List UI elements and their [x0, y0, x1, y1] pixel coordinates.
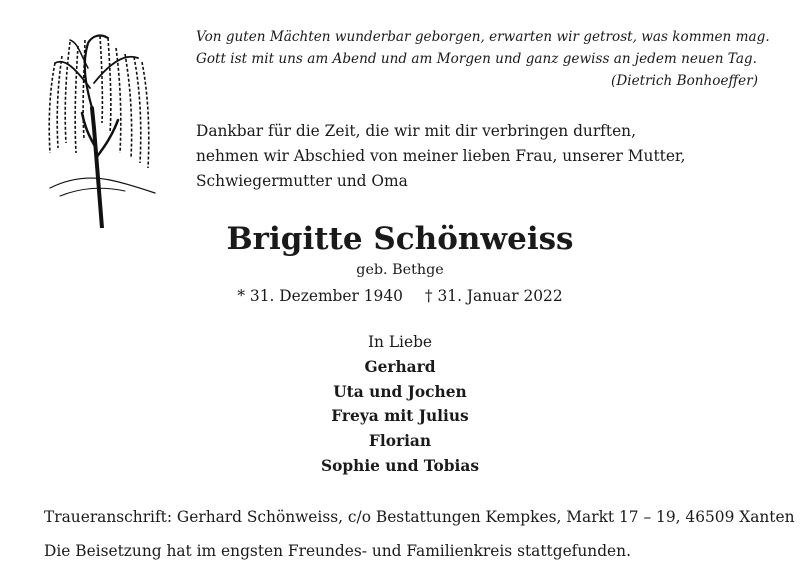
farewell-line-1: Dankbar für die Zeit, die wir mit dir verbringen durften, [196, 122, 636, 140]
mourners-intro: In Liebe [367, 333, 433, 351]
mourning-address: Traueranschrift: Gerhard Schönweiss, c/o Bestattungen Kempkes, Markt 17 – 19, 46509 Xanten [44, 508, 795, 526]
birth-date: * 31. Dezember 1940 [237, 287, 403, 305]
footer [44, 500, 795, 568]
mourner-name: Sophie und Tobias [320, 456, 480, 475]
mourner-name: Florian [368, 432, 432, 451]
farewell-line-2: nehmen wir Abschied von meiner lieben Frau, unserer Mutter, [196, 147, 686, 165]
mourners-list [0, 330, 800, 479]
farewell-line-3: Schwiegermutter und Oma [196, 172, 408, 190]
life-dates [0, 285, 800, 307]
weeping-willow-tree-icon [30, 28, 160, 228]
quote-line-2: Gott ist mit uns am Abend und am Morgen und ganz gewiss an jedem neuen Tag. [196, 51, 757, 67]
quote-author: (Dietrich Bonhoeffer) [611, 73, 758, 89]
death-date: † 31. Januar 2022 [424, 287, 563, 305]
bonhoeffer-quote [196, 26, 770, 92]
birth-name: geb. Bethge [356, 262, 444, 278]
mourner-name: Uta und Jochen [333, 382, 467, 401]
deceased-name: Brigitte Schönweiss [226, 221, 574, 257]
farewell-text [196, 119, 736, 194]
mourner-name: Gerhard [364, 357, 436, 376]
quote-line-1: Von guten Mächten wunderbar geborgen, erwarten wir getrost, was kommen mag. [196, 29, 770, 45]
mourner-name: Freya mit Julius [331, 407, 469, 426]
burial-note: Die Beisetzung hat im engsten Freundes- und Familienkreis stattgefunden. [44, 542, 631, 560]
